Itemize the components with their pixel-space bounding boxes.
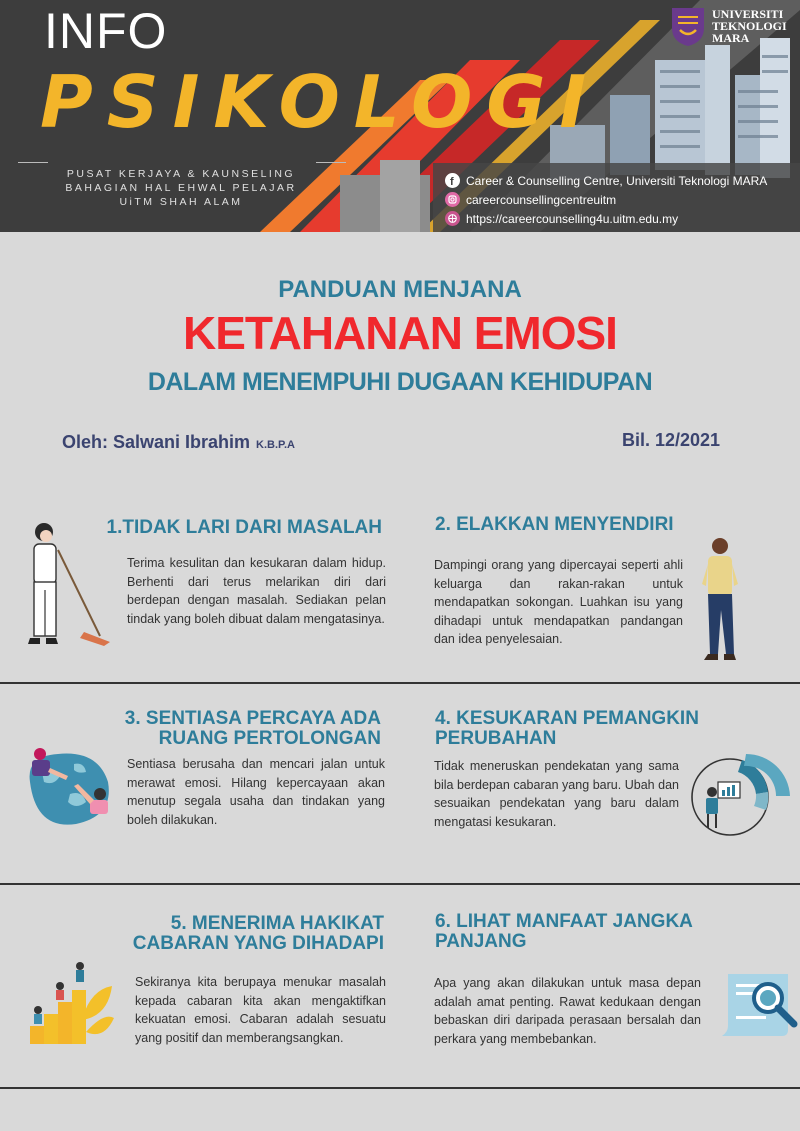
author-suffix: K.B.P.A [256, 439, 295, 451]
section-3-title-line2: RUANG PERTOLONGAN [158, 728, 381, 749]
chart-gauge-icon [690, 752, 800, 842]
section-6-body: Apa yang akan dilakukan untuk masa depan adalah amat penting. Rawat kedukaan dengan bebaskan diri daripada perasaan bersalah dan perkara yang membebankan. [434, 976, 701, 1046]
pusat-kerjaya-line: PUSAT KERJAYA & KAUNSELING [66, 168, 296, 180]
info-heading: INFO [44, 3, 168, 59]
instagram-link[interactable] [445, 192, 616, 207]
university-name-line3: MARA [712, 31, 750, 45]
title-line-2: KETAHANAN EMOSI [183, 307, 617, 359]
section-5-title-line2: CABARAN YANG DIHADAPI [132, 933, 384, 954]
section-4-title-line1: 4. KESUKARAN PEMANGKIN [435, 708, 699, 729]
section-5-body: Sekiranya kita berupaya menukar masalah kepada cabaran kita akan mengaktifkan kekuatan emosi. Cabaran adalah sesuatu yang positif dan memberangsangkan. [135, 975, 386, 1045]
section-1-body: Terima kesulitan dan kesukaran dalam hidup. Berhenti dari terus melarikan diri dari berdepan dengan masalah. Sediakan pelan tindak yang boleh dibuat dalam mengatasinya. [127, 556, 386, 626]
issue-number: Bil. 12/2021 [622, 430, 721, 450]
bahagian-line: BAHAGIAN HAL EHWAL PELAJAR [65, 182, 297, 194]
helping-hands-globe-icon [12, 742, 120, 832]
climbing-steps-icon [20, 960, 116, 1048]
section-divider-3 [0, 1087, 800, 1089]
instagram-icon [445, 192, 460, 207]
section-2-body: Dampingi orang yang dipercayai seperti ahli keluarga dan rakan-rakan untuk mendapatkan sokongan. Luahkan isu yang dihadapi untuk mendapatkan pandangan dan idea penyelesaian. [434, 558, 683, 646]
header-banner [0, 0, 800, 232]
section-3-title-line1: 3. SENTIASA PERCAYA ADA [124, 708, 381, 729]
university-name-line2: TEKNOLOGI [712, 19, 787, 33]
section-4-title [435, 709, 775, 749]
uitm-shah-alam-line: UiTM SHAH ALAM [119, 196, 243, 208]
title-line-3: DALAM MENEMPUHI DUGAAN KEHIDUPAN [147, 368, 653, 396]
university-name [712, 8, 787, 44]
pusat-divider-left [18, 162, 48, 163]
section-5-title [40, 914, 384, 954]
facebook-link[interactable] [445, 173, 767, 188]
document-magnifier-icon [718, 966, 800, 1042]
author-name: Oleh: Salwani Ibrahim [62, 432, 251, 452]
section-4-body: Tidak meneruskan pendekatan yang sama bila berdepan cabaran yang baru. Ubah dan sesuaikan pendekatan yang baru dalam mengatasi kesukaran. [434, 759, 679, 829]
university-name-line1: UNIVERSITI [712, 7, 784, 21]
website-link-text: https://careercounselling4u.uitm.edu.my [466, 211, 679, 226]
section-6-title [435, 912, 775, 952]
section-3-body: Sentiasa berusaha dan mencari jalan untuk merawat emosi. Hilang kepercayaan akan menutup segala usaha dan tindakan yang boleh dilakukan. [127, 757, 385, 827]
section-divider-1 [0, 682, 800, 684]
uitm-logo [668, 4, 708, 48]
section-divider-2 [0, 883, 800, 885]
section-5-title-line1: 5. MENERIMA HAKIKAT [170, 913, 384, 934]
pusat-divider-right [316, 162, 346, 163]
facebook-link-text: Career & Counselling Centre, Universiti Teknologi MARA [466, 173, 768, 188]
psikologi-heading: PSIKOLOGI [40, 60, 601, 144]
standing-man-icon [694, 536, 746, 664]
section-4-title-line2: PERUBAHAN [435, 728, 557, 749]
instagram-link-text: careercounsellingcentreuitm [466, 192, 617, 207]
social-links-panel [433, 163, 800, 232]
section-6-title-line2: PANJANG [435, 931, 527, 952]
website-link[interactable] [445, 211, 678, 226]
section-6-title-line1: 6. LIHAT MANFAAT JANGKA [435, 911, 693, 932]
woman-with-broom-icon [22, 520, 114, 648]
svg-text:f: f [450, 176, 454, 188]
author-credit [62, 432, 295, 453]
facebook-icon [445, 173, 460, 188]
section-2-title: 2. ELAKKAN MENYENDIRI [435, 514, 674, 535]
section-1-title: 1.TIDAK LARI DARI MASALAH [106, 517, 382, 538]
website-icon [445, 211, 460, 226]
title-line-1: PANDUAN MENJANA [278, 276, 522, 303]
